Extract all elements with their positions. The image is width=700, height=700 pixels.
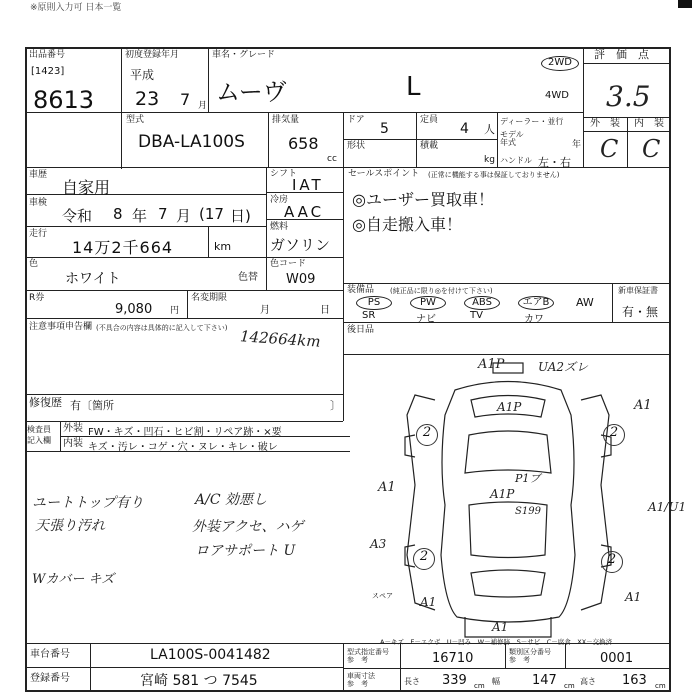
interior-row: キズ・汚レ・コゲ・穴・ヌレ・キレ・破レ xyxy=(88,442,278,453)
yen: 円 xyxy=(170,306,180,316)
mark-ua2: UA2ズレ xyxy=(538,360,589,374)
mark-s199: S199 xyxy=(515,506,541,517)
equip-item: AW xyxy=(576,296,594,309)
dealer-label: ディーラー・並行 xyxy=(500,117,564,126)
rear-seat-label: 後日品 xyxy=(347,325,375,335)
kg: kg xyxy=(484,155,495,165)
spec-label: 型式指定番号 参 考 xyxy=(347,648,389,664)
inspector-note-1: ユートトップ有り xyxy=(32,495,144,511)
shift-label: シフト xyxy=(270,169,298,179)
equip-item: エアB xyxy=(518,296,554,310)
expiry-day: 日 xyxy=(320,305,330,316)
class-value: 0001 xyxy=(600,651,634,666)
mark-circle-2-br: 2 xyxy=(601,551,623,573)
handle: 左・右 xyxy=(538,156,571,169)
interior-grade: C xyxy=(642,135,661,163)
mark-circle-2-tr: 2 xyxy=(603,424,625,446)
mileage-label: 走行 xyxy=(29,229,48,239)
mark-a1p-top: A1P xyxy=(478,357,505,372)
inspector-note-4: A/C 効悪し xyxy=(195,492,267,508)
load-label: 積載 xyxy=(420,141,439,151)
color: ホワイト xyxy=(65,271,121,287)
km: km xyxy=(214,240,232,253)
mark-a3: A3 xyxy=(370,537,387,551)
fuel: ガソリン xyxy=(270,236,331,254)
mark-a1-br: A1 xyxy=(625,590,642,604)
equip-item: カワ xyxy=(524,314,544,325)
model-year-label: モデル 年式 xyxy=(500,130,524,147)
notes-handwritten: 142664km xyxy=(239,327,322,351)
cm-3: cm xyxy=(655,682,666,690)
warranty-label: 新車保証書 xyxy=(618,286,658,295)
shape-label: 形状 xyxy=(347,141,366,151)
interior-label: 内 装 xyxy=(634,118,664,129)
class-label: 類別区分番号 参 考 xyxy=(509,648,551,664)
selling-note: (正常に機能する事は保証しておりません) xyxy=(428,171,560,179)
equip-item: SR xyxy=(362,310,376,321)
repair-close: 〕 xyxy=(330,399,341,412)
inspection-year-unit: 年 xyxy=(132,207,148,225)
mileage: 14万2千664 xyxy=(72,238,174,257)
car-label: 車名・グレード xyxy=(212,50,276,60)
interior-row-label: 内装 xyxy=(63,438,83,449)
height-label: 高さ xyxy=(580,677,596,686)
legend: A－キズ E－エクボ U－凹み W－補修跡 S－サビ C－腐食 XX－交換済 xyxy=(380,638,613,646)
notes-label: 注意事項申告欄 xyxy=(29,322,93,332)
displacement: 658 xyxy=(288,134,319,153)
recycle-label: R券 xyxy=(29,293,45,303)
ac-label: 冷房 xyxy=(270,195,289,205)
color-label: 色 xyxy=(29,259,39,269)
spare-label: スペア xyxy=(372,592,393,600)
mark-a1p-roof: A1P xyxy=(490,487,515,501)
recycle: 9,080 xyxy=(115,302,153,317)
drive-4wd: 4WD xyxy=(545,90,569,101)
handle-label: ハンドル xyxy=(500,156,532,165)
mark-p1: P1ブ xyxy=(515,472,541,485)
size-label: 車両寸法 参 考 xyxy=(347,672,375,688)
mark-a1-bottom: A1 xyxy=(492,620,509,634)
grade: L xyxy=(406,72,421,102)
door-label: ドア xyxy=(347,115,365,125)
corner-mark xyxy=(678,0,692,8)
inspector-note-6: ロアサポート U xyxy=(195,543,296,559)
mark-circle-2-tl: 2 xyxy=(416,424,438,446)
category: 自家用 xyxy=(62,178,111,197)
lot-sub: [1423] xyxy=(31,66,65,77)
era: 平成 xyxy=(130,68,155,82)
cm-1: cm xyxy=(474,682,485,690)
score-label: 評 価 点 xyxy=(594,48,649,61)
car-name: ムーヴ xyxy=(216,78,287,106)
selling-label: セールスポイント xyxy=(348,169,420,179)
inspection-day: (17 xyxy=(199,205,224,223)
lot-label: 出品番号 xyxy=(29,50,66,60)
expiry-month: 月 xyxy=(260,305,270,316)
year-suffix: 年 xyxy=(572,140,582,150)
height: 163 xyxy=(622,673,647,688)
equip-label: 装備品 xyxy=(347,285,375,295)
inspection-label: 車検 xyxy=(29,198,48,208)
month-unit: 月 xyxy=(198,101,208,111)
selling-1: ◎ユーザー買取車！ xyxy=(352,190,494,209)
doors: 5 xyxy=(380,121,389,137)
model-label: 型式 xyxy=(126,115,145,125)
notes-sub: (不具合の内容は具体的に記入して下さい) xyxy=(96,324,228,332)
equip-item: ABS xyxy=(464,296,500,310)
inspection-day-unit: 日) xyxy=(230,207,251,225)
ac: AAC xyxy=(284,203,325,221)
color-code: W09 xyxy=(286,272,316,287)
category-label: 車歴 xyxy=(29,170,48,180)
selling-2: ◎自走搬入車！ xyxy=(352,215,462,234)
inspection-year: 8 xyxy=(113,205,123,223)
month: 7 xyxy=(180,90,191,109)
mark-circle-2-bl: 2 xyxy=(413,548,435,570)
equip-item: PW xyxy=(410,296,446,310)
mark-a1-right: A1/U1 xyxy=(648,500,687,514)
fuel-label: 燃料 xyxy=(270,222,289,232)
displacement-label: 排気量 xyxy=(272,115,300,125)
inspection-month-unit: 月 xyxy=(176,207,192,225)
width: 147 xyxy=(532,673,557,688)
exterior-grade: C xyxy=(600,135,619,163)
color-change-label: 色替 xyxy=(238,272,258,283)
plate-label: 登録番号 xyxy=(30,673,70,684)
equip-note: (純正品に限り◎を付けて下さい) xyxy=(390,287,493,295)
capacity: 4 xyxy=(460,121,469,137)
year: 23 xyxy=(135,88,160,110)
plate: 宮崎 581 つ 7545 xyxy=(140,673,258,689)
spec-value: 16710 xyxy=(432,651,474,666)
chassis-label: 車台番号 xyxy=(30,649,70,660)
length: 339 xyxy=(442,673,467,688)
inspection-era: 令和 xyxy=(62,207,93,225)
capacity-label: 定員 xyxy=(420,115,439,125)
equip-item: ナビ xyxy=(416,314,436,325)
shift: IAT xyxy=(292,176,324,194)
exterior-row-label: 外装 xyxy=(63,423,83,434)
first-reg-label: 初度登録年月 xyxy=(125,50,180,60)
header-strip: ※原則入力可 日本一覧 xyxy=(30,3,122,13)
person-unit: 人 xyxy=(484,123,495,136)
equip-item: TV xyxy=(470,310,483,321)
exterior-label: 外 装 xyxy=(590,118,620,129)
width-label: 幅 xyxy=(492,677,500,686)
repair-label: 修復歴 xyxy=(29,396,62,409)
color-code-label: 色コード xyxy=(270,259,307,269)
model: DBA-LA100S xyxy=(138,132,245,152)
expiry-label: 名変期限 xyxy=(191,293,228,303)
mark-a1-tr: A1 xyxy=(634,398,652,413)
lot-number: 8613 xyxy=(33,86,95,114)
mark-a1-left: A1 xyxy=(378,480,396,495)
score: 3.5 xyxy=(606,80,651,113)
mark-a1p-hood: A1P xyxy=(497,400,522,414)
inspector-note-5: 外装アクセ、ハゲ xyxy=(192,519,304,535)
length-label: 長さ xyxy=(404,677,420,686)
equip-item: PS xyxy=(356,296,392,310)
inspect-label: 検査員 記入欄 xyxy=(27,425,51,445)
cm-2: cm xyxy=(564,682,575,690)
repair-value: 有〔箇所 xyxy=(70,399,114,412)
inspector-note-2: 天張り汚れ xyxy=(35,518,105,534)
inspector-note-3: Wカバー キズ xyxy=(32,572,115,587)
chassis: LA100S-0041482 xyxy=(150,647,271,663)
warranty: 有・無 xyxy=(622,305,659,319)
cc: cc xyxy=(327,154,337,164)
inspection-month: 7 xyxy=(158,205,168,223)
drive-2wd: 2WD xyxy=(541,56,579,71)
mark-a1-bl: A1 xyxy=(420,595,437,609)
exterior-row: FW・キズ・凹石・ヒビ割・リペア跡・×要 xyxy=(88,427,282,438)
